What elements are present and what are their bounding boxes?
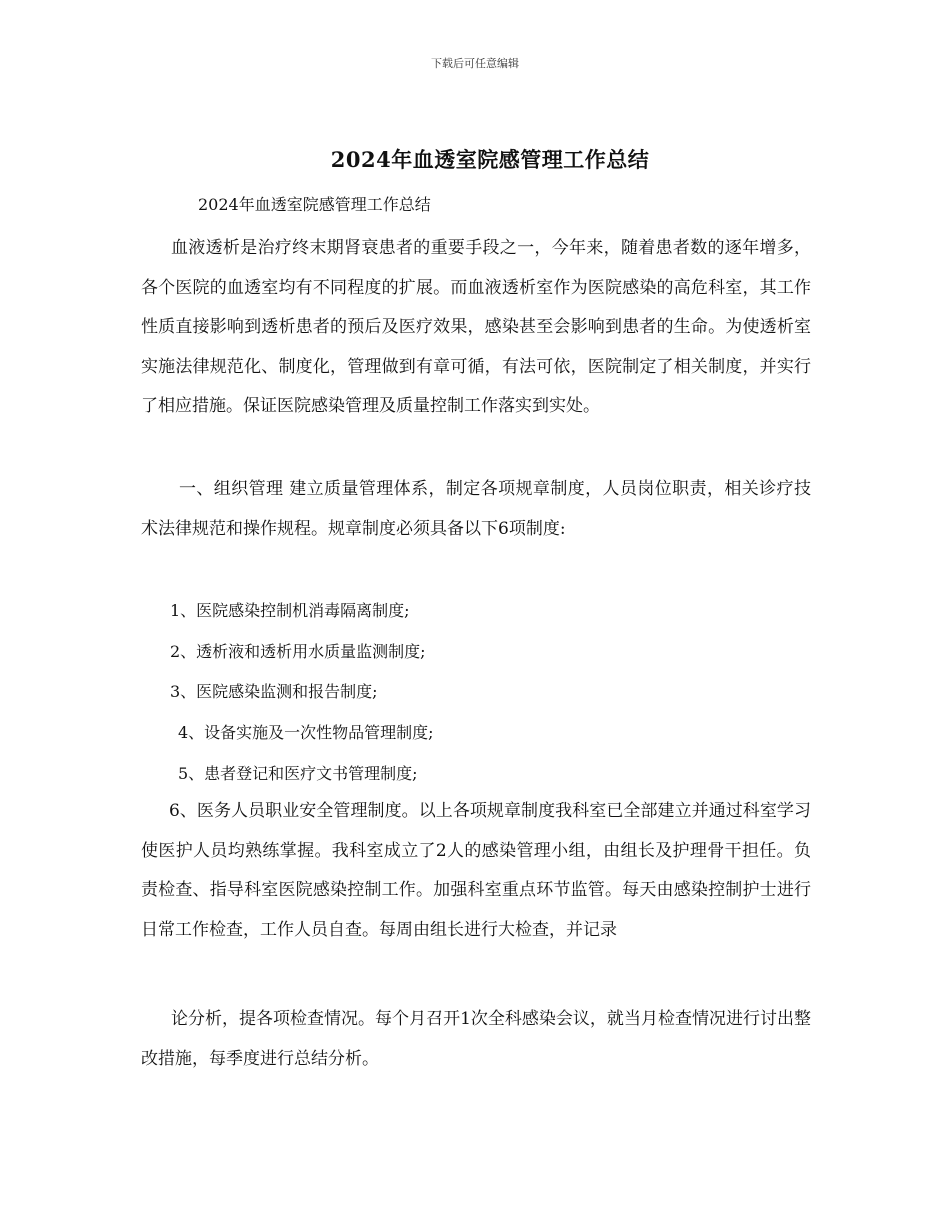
list-item: 2、透析液和透析用水质量监测制度; <box>170 642 426 661</box>
list-item: 5、患者登记和医疗文书管理制度; <box>178 764 418 783</box>
document-title: 2024年血透室院感管理工作总结 <box>330 147 650 172</box>
list-item: 3、医院感染监测和报告制度; <box>170 682 378 701</box>
intro-paragraph: 血液透析是治疗终末期肾衰患者的重要手段之一，今年来，随着患者数的逐年增多，各个医院的血透室均有不同程度的扩展。而血液透析室作为医院感染的高危科室，其工作性质直接影响到透析患者的预后及医疗效果，感染甚至会影响到患者的生命。为使透析室实施法律规范化、制度化，管理做到有章可循，有法可依，医院制定了相关制度，并实行了相应措施。保证医院感染管理及质量控制工作落实到实处。 <box>141 238 811 416</box>
document-subtitle: 2024年血透室院感管理工作总结 <box>198 195 431 214</box>
header-note: 下载后可任意编辑 <box>431 57 519 70</box>
safety-paragraph: 6、医务人员职业安全管理制度。以上各项规章制度我科室已全部建立并通过科室学习使医护人员均熟练掌握。我科室成立了2人的感染管理小组，由组长及护理骨干担任。负责检查、指导科室医院感染控制工作。加强科室重点环节监管。每天由感染控制护士进行日常工作检查，工作人员自查。每周由组长进行大检查，并记录 <box>141 801 811 940</box>
organization-paragraph: 一、组织管理 建立质量管理体系，制定各项规章制度，人员岗位职责，相关诊疗技术法律规范和操作规程。规章制度必须具备以下6项制度: <box>141 479 811 539</box>
list-item: 1、医院感染控制机消毒隔离制度; <box>170 601 410 620</box>
analysis-paragraph: 论分析，提各项检查情况。每个月召开1次全科感染会议，就当月检查情况进行讨出整改措施，每季度进行总结分析。 <box>141 1009 811 1069</box>
list-item: 4、设备实施及一次性物品管理制度; <box>178 723 434 742</box>
